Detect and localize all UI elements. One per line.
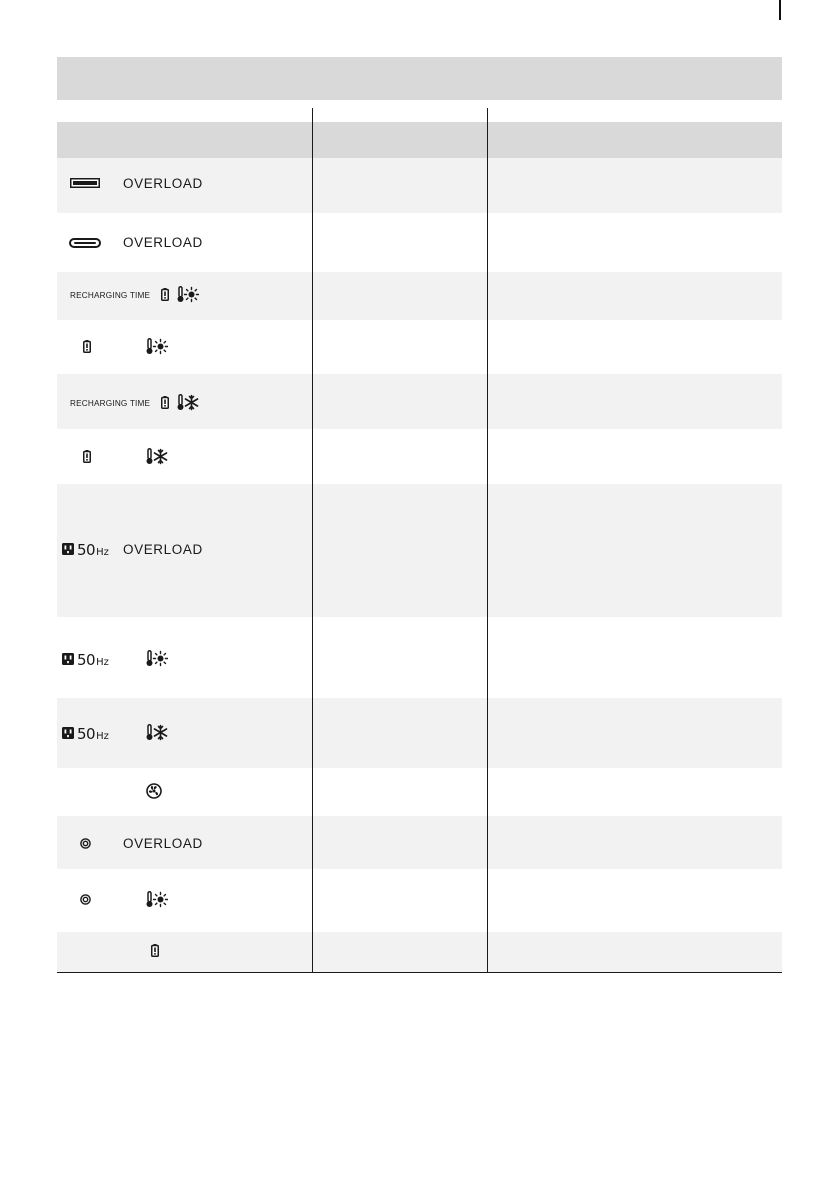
thermometer-snow-icon (146, 448, 168, 465)
frequency-unit: Hz (96, 731, 109, 742)
table-header-row (57, 122, 782, 158)
display-icons-cell (57, 484, 312, 617)
usb-a-port-icon (70, 178, 100, 188)
display-icons-cell (57, 932, 312, 972)
frequency-value: 50 (77, 541, 96, 559)
column-divider (312, 108, 313, 973)
overload-label: OVERLOAD (123, 542, 203, 557)
display-icons-cell (57, 213, 312, 272)
table-row (57, 869, 782, 932)
battery-warning-icon (161, 396, 169, 409)
table-row (57, 768, 782, 816)
display-icons-cell (57, 816, 312, 869)
error-code-table (57, 108, 782, 974)
car-outlet-icon (80, 894, 91, 905)
display-icons-cell (57, 617, 312, 698)
thermometer-sun-icon (146, 891, 168, 908)
display-icons-cell (57, 768, 312, 816)
battery-warning-icon (161, 288, 169, 301)
frequency-readout (77, 650, 109, 669)
fan-icon (146, 783, 162, 799)
frequency-value: 50 (77, 651, 96, 669)
table-row (57, 617, 782, 698)
thermometer-sun-icon (146, 338, 168, 355)
display-icons-cell (57, 429, 312, 484)
frequency-value: 50 (77, 725, 96, 743)
table-title-band (57, 57, 782, 100)
car-outlet-icon (80, 838, 91, 849)
display-icons-cell (57, 374, 312, 429)
usb-c-port-icon (69, 238, 101, 248)
thermometer-snow-icon (146, 724, 168, 741)
display-icons-cell (57, 320, 312, 374)
table-bottom-rule (57, 972, 782, 973)
display-icons-cell (57, 272, 312, 320)
overload-label: OVERLOAD (123, 176, 203, 191)
recharging-time-label: RECHARGING TIME (70, 291, 151, 300)
table-row (57, 272, 782, 320)
battery-warning-icon (83, 340, 91, 353)
table-row (57, 158, 782, 213)
ac-outlet-icon (62, 727, 74, 739)
display-icons-cell (57, 869, 312, 932)
thermometer-snow-icon (177, 394, 199, 411)
frequency-unit: Hz (96, 657, 109, 668)
page-edge-mark (779, 0, 781, 20)
frequency-unit: Hz (96, 547, 109, 558)
battery-warning-icon (83, 450, 91, 463)
table-row (57, 932, 782, 972)
table-row (57, 698, 782, 768)
thermometer-sun-icon (177, 286, 199, 303)
display-icons-cell (57, 158, 312, 213)
column-divider (487, 108, 488, 973)
ac-outlet-icon (62, 653, 74, 665)
display-icons-cell (57, 698, 312, 768)
table-row (57, 429, 782, 484)
table-row (57, 484, 782, 617)
table-row (57, 213, 782, 272)
frequency-readout (77, 540, 109, 559)
table-row (57, 816, 782, 869)
ac-outlet-icon (62, 543, 74, 555)
table-row (57, 374, 782, 429)
overload-label: OVERLOAD (123, 836, 203, 851)
thermometer-sun-icon (146, 650, 168, 667)
overload-label: OVERLOAD (123, 235, 203, 250)
table-row (57, 320, 782, 374)
battery-warning-icon (151, 944, 159, 957)
frequency-readout (77, 724, 109, 743)
recharging-time-label: RECHARGING TIME (70, 399, 151, 408)
